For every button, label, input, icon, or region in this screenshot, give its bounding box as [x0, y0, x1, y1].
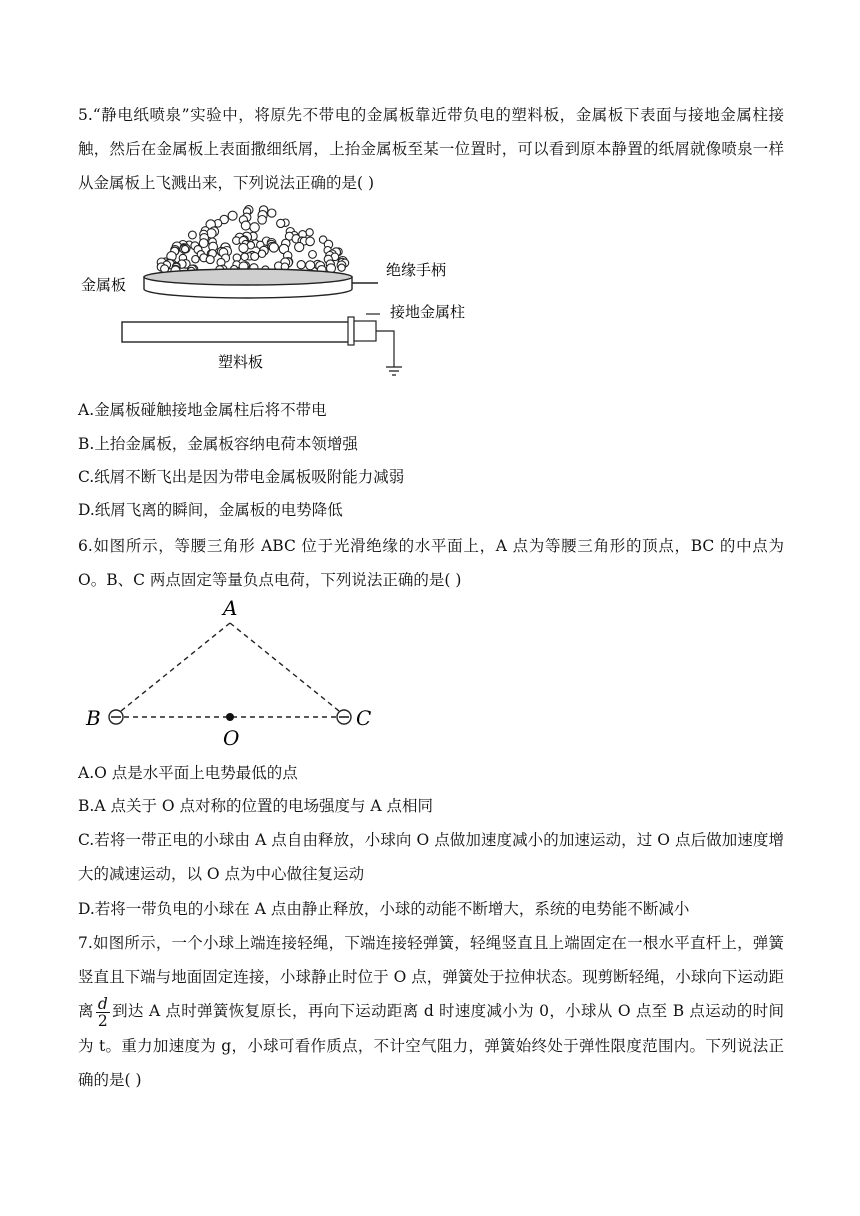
paper-scrap — [182, 246, 189, 253]
q5-option-d: D.纸屑飞离的瞬间，金属板的电势降低 — [78, 501, 343, 519]
paper-scrap — [251, 252, 259, 260]
paper-scrap — [241, 253, 248, 260]
paper-scraps — [157, 206, 348, 275]
label-plastic-plate: 塑料板 — [218, 353, 264, 371]
label-a: A — [223, 596, 238, 620]
paper-scrap — [258, 250, 265, 257]
q7-fraction — [96, 996, 110, 1029]
label-c: C — [356, 706, 372, 730]
paper-scrap — [206, 256, 214, 264]
paper-scrap — [189, 231, 197, 239]
paper-scrap — [306, 237, 315, 246]
paper-scrap — [192, 256, 199, 263]
paper-scrap — [268, 209, 276, 217]
q7-stem-part2: 到达 A 点时弹簧恢复原长，再向下运动距离 d 时速度减小为 0，小球从 O 点至 B 点运动的时间为 t。重力加速度为 g，小球可看作质点，不计空气阻力，弹簧始终处于弹性限度范围内。下列说法正确的是( ) — [78, 1002, 784, 1089]
plastic-plate — [122, 322, 352, 342]
q5-stem: 5.“静电纸喷泉”实验中，将原先不带电的金属板靠近带负电的塑料板，金属板下表面与接地金属柱接触，然后在金属板上表面撒细纸屑，上抬金属板至某一位置时，可以看到原本静置的纸屑就像喷泉一样从金属板上飞溅出来，下列说法正确的是( ) — [78, 106, 784, 192]
paper-scrap — [306, 261, 315, 270]
paper-scrap — [228, 211, 237, 220]
paper-scrap — [338, 264, 345, 271]
paper-scrap — [295, 242, 304, 251]
paper-scrap — [258, 216, 267, 225]
ground-wire — [376, 331, 394, 367]
paper-scrap — [239, 243, 248, 252]
paper-scrap — [277, 219, 285, 227]
label-o: O — [223, 726, 240, 750]
label-b: B — [86, 706, 101, 730]
paper-scrap — [309, 251, 317, 259]
q6-option-b: B.A 点关于 O 点对称的位置的电场强度与 A 点相同 — [78, 797, 434, 815]
label-metal-plate: 金属板 — [81, 276, 127, 294]
q6-stem: 6.如图所示，等腰三角形 ABC 位于光滑绝缘的水平面上，A 点为等腰三角形的顶点，BC 的中点为 O。B、C 两点固定等量负点电荷，下列说法正确的是( ) — [78, 537, 784, 589]
side-ac — [230, 623, 344, 715]
q5-option-a: A.金属板碰触接地金属柱后将不带电 — [78, 401, 327, 419]
paper-scrap — [297, 261, 305, 269]
q5-option-c: C.纸屑不断飞出是因为带电金属板吸附能力减弱 — [78, 468, 405, 486]
q6-option-c: C.若将一带正电的小球由 A 点自由释放，小球向 O 点做加速度减小的加速运动，过 O 点后做加速度增大的减速运动，以 O 点为中心做往复运动 — [78, 831, 784, 883]
q7-stem-part1: 7.如图所示，一个小球上端连接轻绳，下端连接轻弹簧，轻绳竖直且上端固定在一根水平直杆上，弹簧竖直且下端与地面固定连接，小球静止时位于 O 点，弹簧处于拉伸状态。现剪断轻绳，小球向下运动距离 — [78, 934, 784, 1020]
side-ab — [116, 623, 230, 715]
label-handle: 绝缘手柄 — [386, 261, 447, 279]
q5-option-b: B.上抬金属板，金属板容纳电荷本领增强 — [78, 435, 358, 453]
point-o — [226, 713, 234, 721]
paper-scrap — [250, 223, 259, 232]
q7-stem — [78, 926, 784, 1097]
metal-plate-top — [144, 269, 352, 285]
paper-scrap — [241, 221, 250, 230]
q7-fraction-numerator: d — [97, 994, 108, 1013]
q6-figure — [78, 595, 388, 755]
q7-fraction-denominator: 2 — [97, 1011, 108, 1030]
label-ground-post: 接地金属柱 — [390, 303, 466, 321]
q5-figure — [78, 205, 498, 385]
q6-option-a: A.O 点是水平面上电势最低的点 — [78, 764, 298, 782]
ground-post — [348, 317, 354, 345]
q6-option-d: D.若将一带负电的小球在 A 点由静止释放，小球的动能不断增大，系统的电势能不断减小 — [78, 900, 690, 918]
paper-scrap — [269, 243, 278, 252]
